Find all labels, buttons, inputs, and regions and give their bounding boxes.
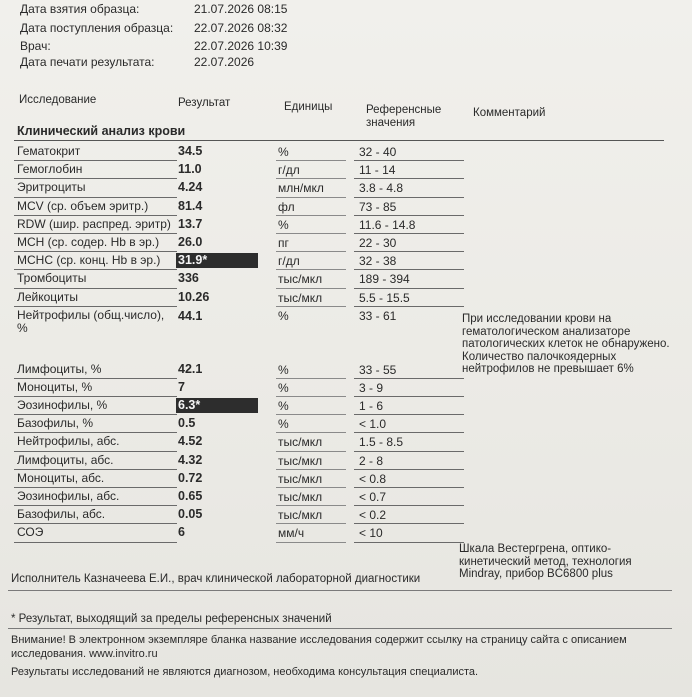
meta-label: Дата взятия образца: [20,2,140,16]
meta-label: Дата поступления образца: [20,21,174,35]
disclaimer: Результаты исследований не являются диагнозом, необходима консультация специалиста. [11,666,479,678]
row-result: 336 [178,271,199,286]
comment-line: нейтрофилов не превышает 6% [462,363,634,375]
table-row [14,161,664,179]
row-analyte-name: Нейтрофилы, абс. [14,433,177,451]
row-unit: фл [278,199,295,214]
row-unit: % [278,399,289,414]
row-unit: % [278,308,289,323]
table-row [14,397,664,415]
row-unit: тыс/мкл [278,453,323,468]
row-result: 0.05 [178,507,203,522]
row-reference-range: < 0.2 [359,508,387,523]
row-reference-range: 73 - 85 [359,199,397,214]
row-analyte-name: RDW (шир. распред. эритр) [14,216,177,234]
row-analyte-name: Лимфоциты, % [14,361,177,379]
row-unit: г/дл [278,163,300,178]
header-study: Исследование [19,94,97,106]
row-divider [354,542,464,543]
row-result: 11.0 [178,162,202,177]
row-unit: % [278,362,289,377]
row-reference-range: < 0.7 [359,490,387,504]
row-reference-range: 33 - 61 [359,308,397,323]
row-result: 7 [178,379,185,394]
row-result: 4.32 [178,452,203,467]
comment-line: Количество палочкоядерных [462,350,617,363]
row-result: 10.26 [178,289,210,304]
footer-divider [8,590,672,591]
row-reference-range: 32 - 40 [359,145,397,159]
row-analyte-name: Лейкоциты [14,289,177,307]
meta-value: 22.07.2026 08:32 [194,21,288,35]
table-row [14,379,664,397]
row-reference-range: 5.5 - 15.5 [359,290,410,305]
table-row [14,252,664,270]
meta-value: 21.07.2026 08:15 [194,2,288,16]
footer-divider [8,628,672,629]
row-analyte-name: Гемоглобин [14,161,177,179]
row-unit: тыс/мкл [278,272,323,287]
row-result: 0.5 [178,416,196,431]
row-reference-range: < 10 [359,526,383,541]
notice-line-2: исследования. www.invitro.ru [11,648,158,660]
comment-line: гематологическом анализаторе [462,325,631,338]
header-comment: Комментарий [473,107,546,119]
row-analyte-name: Гематокрит [14,143,177,161]
comment-line: Шкала Вестергрена, оптико- [459,543,612,555]
row-analyte-name: Базофилы, % [14,415,177,433]
row-result: 4.52 [178,434,203,449]
row-divider [276,542,346,543]
row-result: 6 [178,525,185,540]
row-reference-range: 189 - 394 [359,272,410,287]
row-analyte-name: Тромбоциты [14,270,177,288]
meta-value: 22.07.2026 10:39 [194,39,288,53]
row-result: 34.5 [178,144,203,158]
table-row [14,198,664,216]
meta-label: Врач: [20,39,51,53]
notice-line-1: Внимание! В электронном экземпляре бланка название исследования содержит ссылку на страницу сайта с описанием [11,634,627,646]
row-reference-range: 33 - 55 [359,362,397,377]
comment-line: кинетический метод, технология [459,555,632,568]
row-analyte-name: СОЭ [14,524,177,542]
comment-line: патологических клеток не обнаружено. [462,338,670,350]
table-row [14,506,664,524]
row-unit: % [278,380,289,395]
footnote: * Результат, выходящий за пределы референсных значений [11,613,332,625]
row-result: 13.7 [178,216,203,231]
table-row [14,470,664,488]
section-title: Клинический анализ крови [17,124,186,138]
row-analyte-name: Моноциты, % [14,379,177,397]
row-unit: % [278,145,289,159]
row-reference-range: 3.8 - 4.8 [359,181,404,196]
row-reference-range: 1 - 6 [359,399,384,414]
row-reference-range: 32 - 38 [359,254,397,269]
header-result: Результат [178,97,231,109]
table-row [14,234,664,252]
row-unit: тыс/мкл [278,490,323,504]
row-result-flagged: 31.9* [176,253,258,268]
row-reference-range: < 0.8 [359,471,387,486]
row-reference-range: 3 - 9 [359,380,384,395]
row-reference-range: 2 - 8 [359,453,384,468]
row-analyte-name: Нейтрофилы (общ.число), % [17,307,165,335]
row-analyte-name: MCHC (ср. конц. Hb в эр.) [14,252,177,270]
table-row [14,488,664,506]
table-row [14,415,664,433]
row-reference-range: 11 - 14 [359,163,396,178]
row-analyte-name: Эритроциты [14,179,177,197]
row-unit: тыс/мкл [278,508,323,523]
performer: Исполнитель Казначеева Е.И., врач клинической лабораторной диагностики [11,573,421,585]
row-result: 0.65 [178,489,203,503]
table-row [14,524,664,542]
row-result: 42.1 [178,361,203,376]
row-unit: тыс/мкл [278,471,323,486]
row-analyte-name: Базофилы, абс. [14,506,177,524]
row-unit: млн/мкл [278,181,324,196]
row-analyte-name: Эозинофилы, абс. [14,488,177,506]
row-reference-range: < 1.0 [359,417,387,432]
row-analyte-name: Лимфоциты, абс. [14,452,177,470]
row-reference-range: 1.5 - 8.5 [359,435,404,450]
row-analyte-name: MCV (ср. объем эритр.) [14,198,177,216]
row-result: 26.0 [178,234,203,249]
row-analyte-name: MCH (ср. содер. Hb в эр.) [14,234,177,252]
row-result: 4.24 [178,180,203,195]
comment-line: При исследовании крови на [462,313,612,325]
comment-line: Mindray, прибор BC6800 plus [459,568,613,580]
table-row [14,433,664,451]
meta-value: 22.07.2026 [194,55,255,69]
row-unit: тыс/мкл [278,435,323,450]
table-row [14,216,664,234]
section-divider [14,140,664,141]
header-units: Единицы [284,101,333,113]
row-analyte-name: Эозинофилы, % [14,397,177,415]
row-unit: % [278,217,289,232]
table-row [14,289,664,307]
row-unit: % [278,417,289,432]
row-reference-range: 11.6 - 14.8 [359,217,416,232]
row-unit: г/дл [278,254,300,269]
row-result: 44.1 [178,308,203,323]
row-unit: тыс/мкл [278,290,323,305]
table-row [14,143,664,161]
row-result-flagged: 6.3* [176,398,258,413]
row-unit: мм/ч [278,526,305,541]
meta-label: Дата печати результата: [20,55,155,69]
table-row [14,270,664,288]
row-result: 0.72 [178,470,203,485]
row-analyte-name: Моноциты, абс. [14,470,177,488]
row-unit: пг [278,235,289,250]
header-ref-line1: Референсные [366,104,442,116]
table-row [14,452,664,470]
header-ref-line2: значения [366,117,416,129]
row-reference-range: 22 - 30 [359,235,397,250]
table-row [14,179,664,197]
row-result: 81.4 [178,198,203,213]
